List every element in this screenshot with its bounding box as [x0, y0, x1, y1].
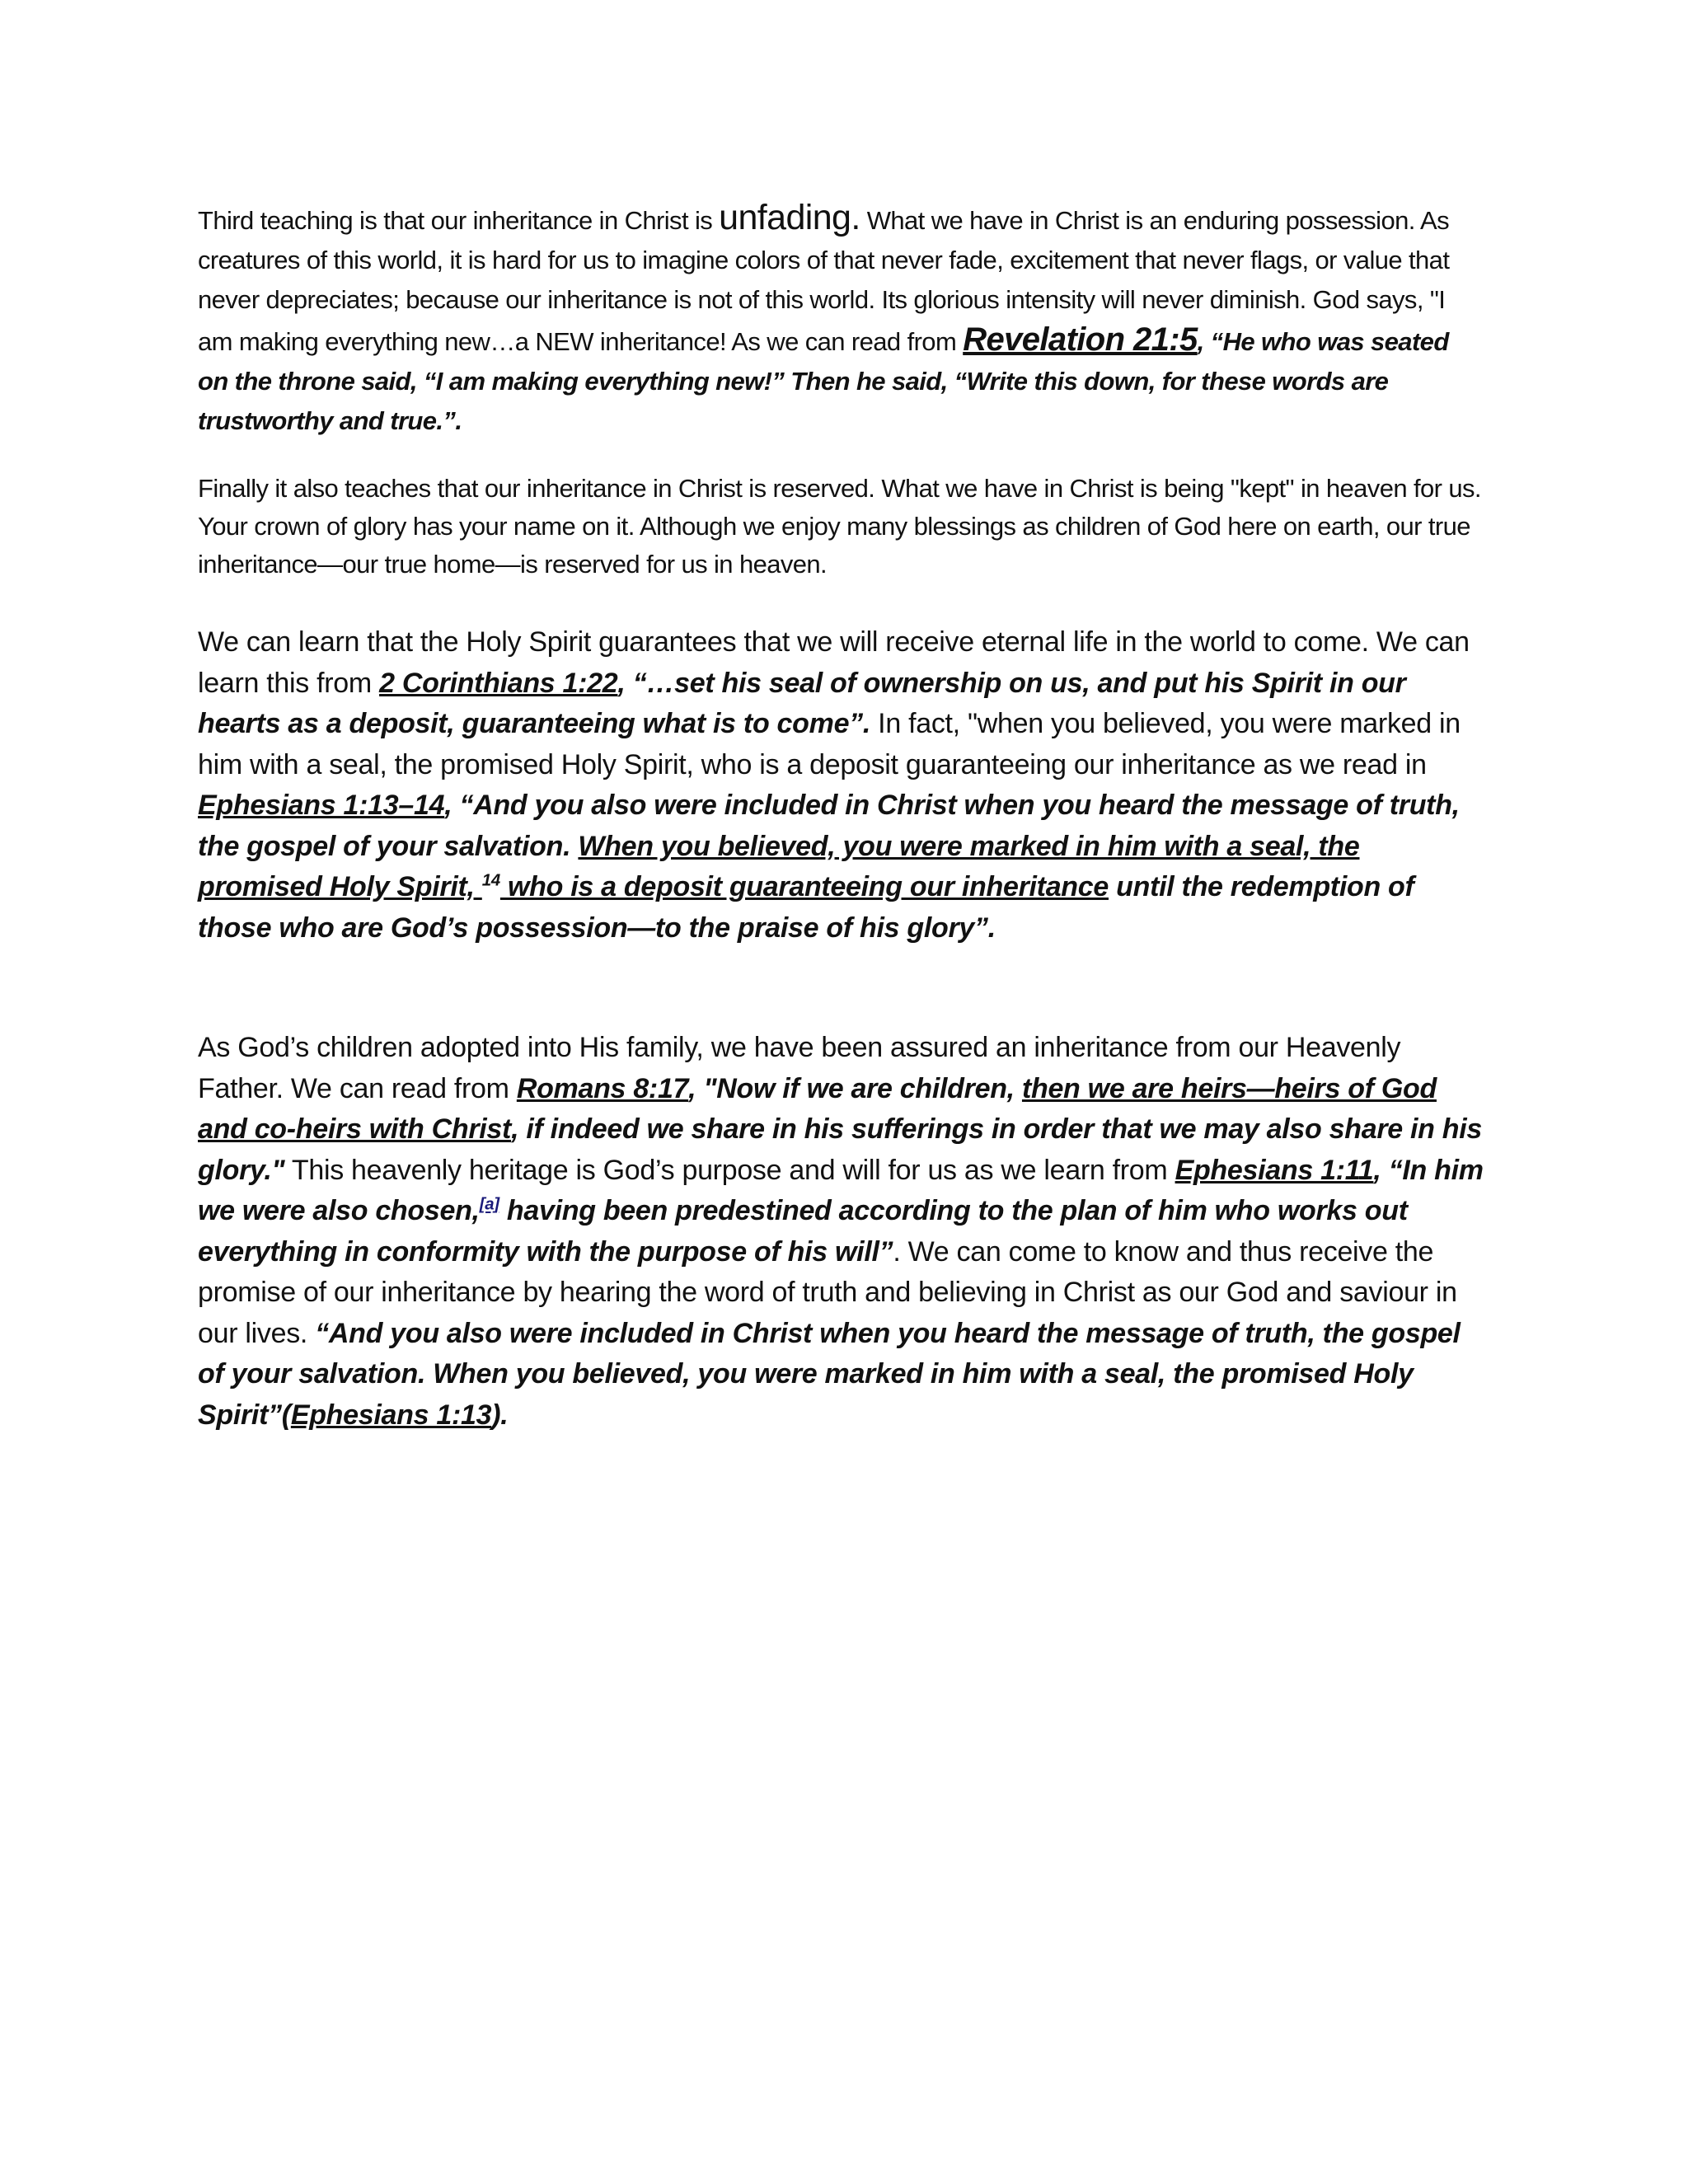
scripture-quote: “And you also were included in Christ when you heard the message of truth, the gospel of your salvation. When you believed, you were marked in him with a seal, the promised Holy Spirit”( [198, 1317, 1461, 1431]
scripture-quote: , "Now if we are children, [688, 1072, 1022, 1104]
paragraph-unfading [198, 198, 1484, 441]
text-run: In fact, "when you believed, you were marked in him with a seal, the promised Holy Spirit, who is a deposit guaranteeing our inheritance as we read in [198, 708, 1461, 780]
scripture-quote-underlined: then we are heirs—heirs of God and co-heirs with Christ [198, 1072, 1437, 1145]
scripture-ref-revelation[interactable]: Revelation 21:5 [963, 321, 1198, 358]
text-run: Finally it also teaches that our inheritance in Christ is reserved. What we have in Christ is being "kept" in heaven for us. Your crown of glory has your name on it. Although we enjoy many blessings as children of God here on earth, our true inheritance—our true home—is reserved for us in heaven. [198, 474, 1481, 579]
footnote-link[interactable]: [a] [479, 1195, 499, 1214]
scripture-quote: ). [491, 1399, 509, 1431]
paragraph-reserved [198, 470, 1484, 583]
scripture-quote: having been predestined according to the plan of him who works out everything in conformity with the purpose of his will” [198, 1195, 1408, 1268]
text-run: Third teaching is that our inheritance in Christ is [198, 206, 720, 235]
scripture-quote: , “In him we were also chosen, [198, 1154, 1484, 1226]
paragraph-adoption [198, 1028, 1484, 1436]
scripture-ref-ephesians-1-13-14[interactable]: Ephesians 1:13–14 [198, 790, 445, 821]
scripture-quote: , “And you also were included in Christ when you heard the message of truth, the gospel of your salvation. [198, 790, 1460, 862]
scripture-quote-underlined: who is a deposit guaranteeing our inheritance [499, 871, 1109, 902]
scripture-quote: until the redemption of those who are God’s possession—to the praise of his glory”. [198, 871, 1414, 944]
text-run: This heavenly heritage is God’s purpose and will for us as we learn from [284, 1154, 1175, 1186]
scripture-ref-ephesians-1-11[interactable]: Ephesians 1:11 [1175, 1154, 1374, 1186]
scripture-ref-romans[interactable]: Romans 8:17 [516, 1072, 689, 1104]
scripture-ref-ephesians-1-13[interactable]: Ephesians 1:13 [290, 1399, 492, 1431]
text-run: As God’s children adopted into His family, we have been assured an inheritance from our Heavenly Father. We can read from [198, 1032, 1401, 1104]
text-run: . We can come to know and thus receive the promise of our inheritance by hearing the word of truth and believing in Christ as our God and saviour in our lives. [198, 1235, 1457, 1349]
text-run: What we have in Christ is an enduring possession. As creatures of this world, it is hard for us to imagine colors of that never fade, excitement that never flags, or value that never depreciates; because our inheritance is not of this world. Its glorious intensity will never diminish. God says, "I am making everything new…a NEW inheritance! As we can read from [198, 206, 1450, 356]
scripture-quote: , if indeed we share in his sufferings in order that we may also share in his glory." [198, 1113, 1483, 1186]
scripture-quote: , “He who was seated on the throne said, “I am making everything new!” Then he said, “Write this down, for these words are trustworthy and true.”. [198, 327, 1449, 435]
text-run: We can learn that the Holy Spirit guarantees that we will receive eternal life in the world to come. We can learn this from [198, 626, 1470, 699]
scripture-quote-underlined: When you believed, you were marked in him with a seal, the promised Holy Spirit, [198, 830, 1360, 902]
verse-number: 14 [481, 871, 500, 890]
scripture-quote: , “…set his seal of ownership on us, and put his Spirit in our hearts as a deposit, guaranteeing what is to come”. [198, 667, 1406, 739]
emphasis-unfading: unfading. [719, 198, 860, 237]
paragraph-holy-spirit [198, 622, 1484, 949]
scripture-ref-2-corinthians[interactable]: 2 Corinthians 1:22 [379, 667, 618, 699]
